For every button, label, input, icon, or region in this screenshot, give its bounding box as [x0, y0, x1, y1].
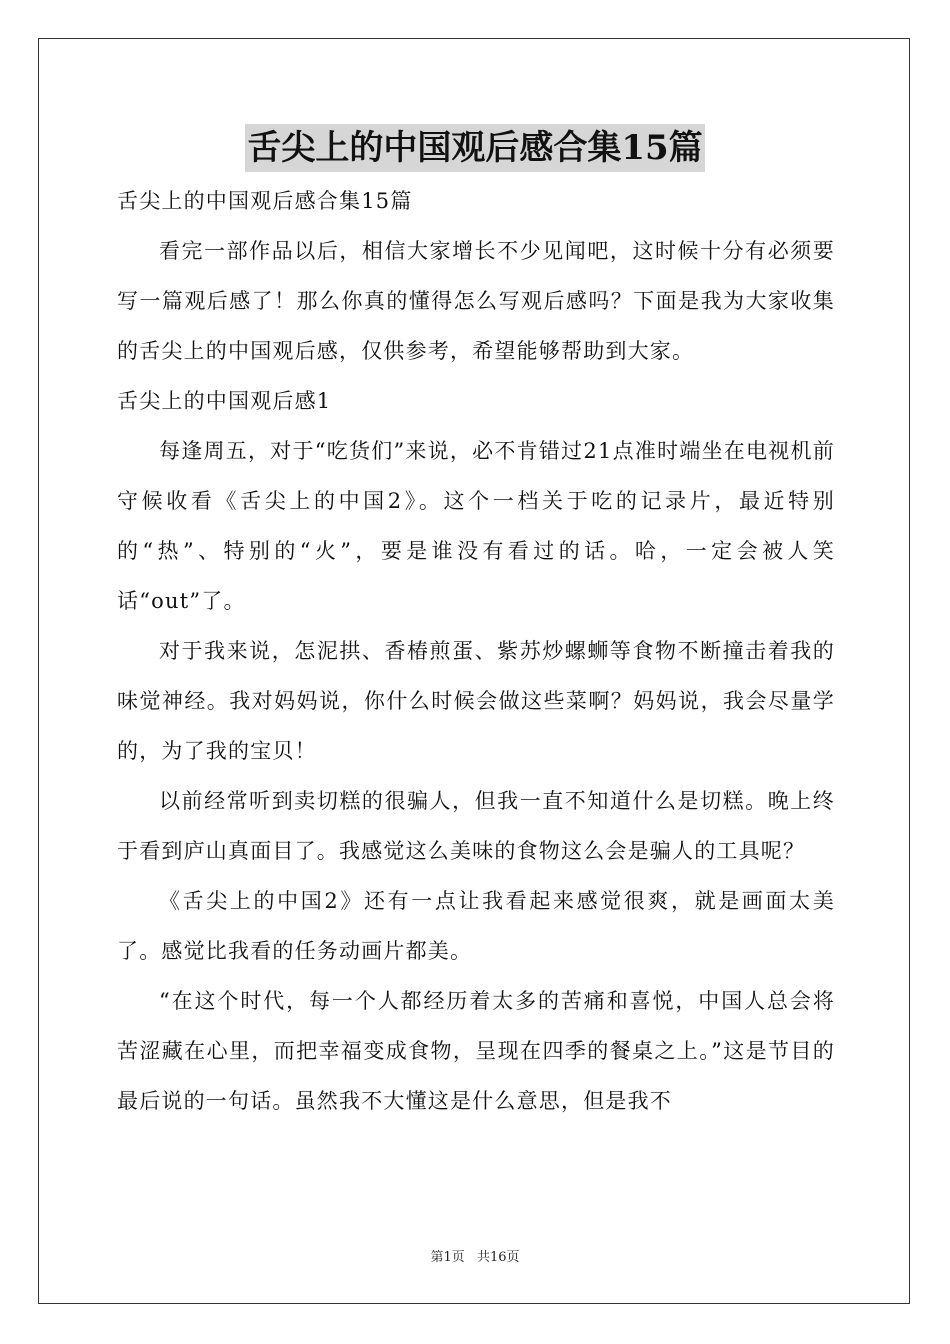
section-heading-1: 舌尖上的中国观后感1 [117, 389, 332, 413]
body-paragraph: 以前经常听到卖切糕的很骗人，但我一直不知道什么是切糕。晚上终于看到庐山真面目了。我感觉这么美味的食物这么会是骗人的工具呢？ [117, 789, 835, 863]
body-paragraph: 对于我来说，怎泥拱、香椿煎蛋、紫苏炒螺蛳等食物不断撞击着我的味觉神经。我对妈妈说，你什么时候会做这些菜啊？妈妈说，我会尽量学的，为了我的宝贝！ [117, 639, 835, 763]
subtitle-heading: 舌尖上的中国观后感合集15篇 [117, 189, 413, 213]
page-footer [0, 1246, 950, 1265]
document-title: 舌尖上的中国观后感合集15篇 [245, 124, 704, 172]
title-container [0, 124, 950, 172]
intro-paragraph: 看完一部作品以后，相信大家增长不少见闻吧，这时候十分有必须要写一篇观后感了！那么你真的懂得怎么写观后感吗？下面是我为大家收集的舌尖上的中国观后感，仅供参考，希望能够帮助到大家。 [117, 239, 835, 363]
body-paragraph: “在这个时代，每一个人都经历着太多的苦痛和喜悦，中国人总会将苦涩藏在心里，而把幸福变成食物，呈现在四季的餐桌之上。”这是节目的最后说的一句话。虽然我不大懂这是什么意思，但是我不 [117, 989, 835, 1113]
body-paragraph: 《舌尖上的中国2》还有一点让我看起来感觉很爽，就是画面太美了。感觉比我看的任务动画片都美。 [117, 889, 835, 963]
body-paragraph: 每逢周五，对于“吃货们”来说，必不肯错过21点准时端坐在电视机前守候收看《舌尖上的中国2》。这个一档关于吃的记录片，最近特别的“热”、特别的“火”，要是谁没有看过的话。哈，一定会被人笑话“out”了。 [117, 439, 835, 613]
document-body [117, 176, 835, 1126]
page-number: 第1页 [430, 1250, 465, 1265]
page-total: 共16页 [476, 1250, 520, 1265]
